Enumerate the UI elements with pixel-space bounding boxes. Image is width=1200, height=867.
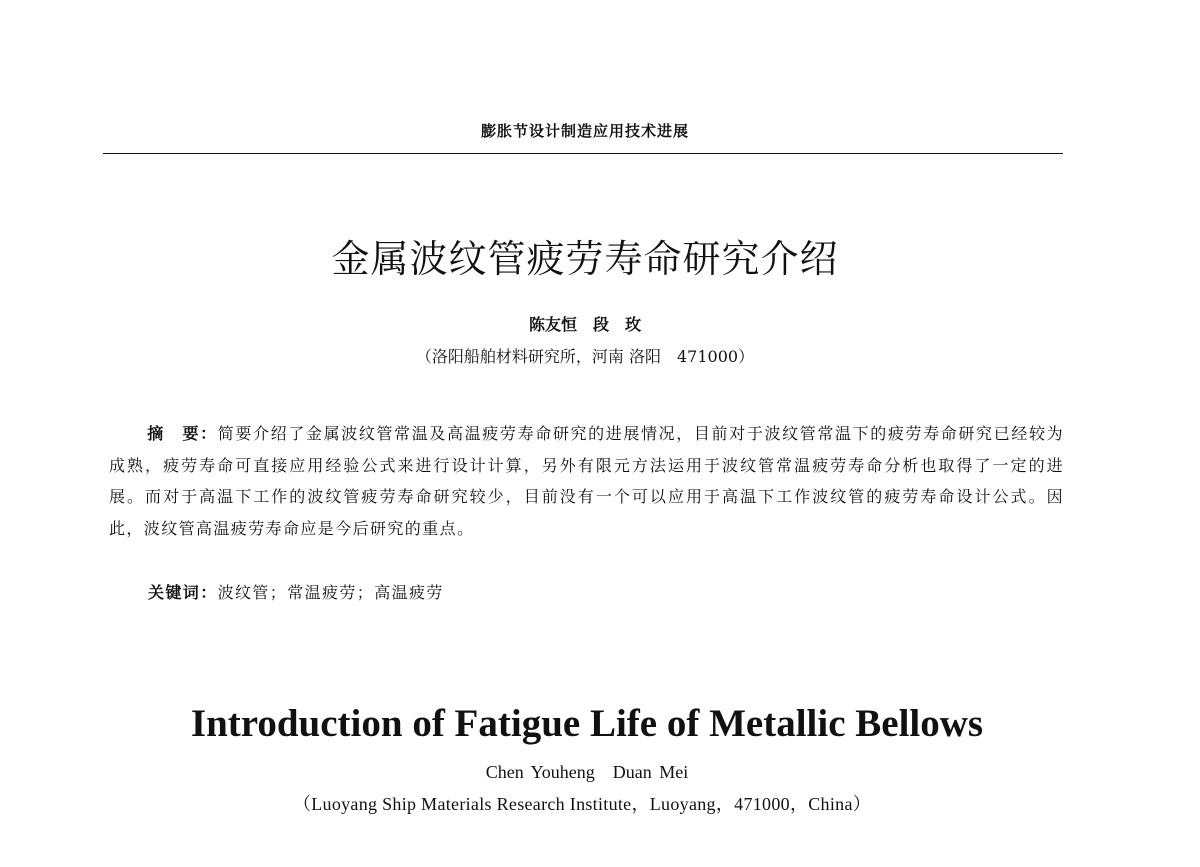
affiliation-english: （Luoyang Ship Materials Research Institute，Luoyang，471000，China）	[292, 794, 872, 814]
header-rule	[103, 153, 1063, 154]
running-head: 膨胀节设计制造应用技术进展	[480, 122, 689, 140]
affiliation-chinese: （洛阳船舶材料研究所，河南 洛阳 471000）	[415, 347, 755, 366]
paper-title-chinese: 金属波纹管疲劳寿命研究介绍	[331, 237, 839, 281]
paper-title-english: Introduction of Fatigue Life of Metallic Bellows	[190, 702, 984, 745]
authors-english: Chen Youheng Duan Mei	[485, 762, 689, 782]
keywords-text: 波纹管；常温疲劳；高温疲劳	[217, 583, 444, 602]
keywords-chinese	[148, 580, 1048, 603]
authors-chinese: 陈友恒 段 玫	[528, 315, 641, 334]
abstract-label: 摘 要：	[147, 424, 218, 443]
keywords-label: 关键词：	[148, 583, 218, 602]
abstract-text: 简要介绍了金属波纹管常温及高温疲劳寿命研究的进展情况，目前对于波纹管常温下的疲劳寿命研究已经较为成熟，疲劳寿命可直接应用经验公式来进行设计计算，另外有限元方法运用于波纹管常温疲劳寿命分析也取得了一定的进展。而对于高温下工作的波纹管疲劳寿命研究较少，目前没有一个可以应用于高温下工作波纹管的疲劳寿命设计公式。因此，波纹管高温疲劳寿命应是今后研究的重点。	[109, 424, 1064, 538]
abstract-chinese	[109, 418, 1064, 544]
